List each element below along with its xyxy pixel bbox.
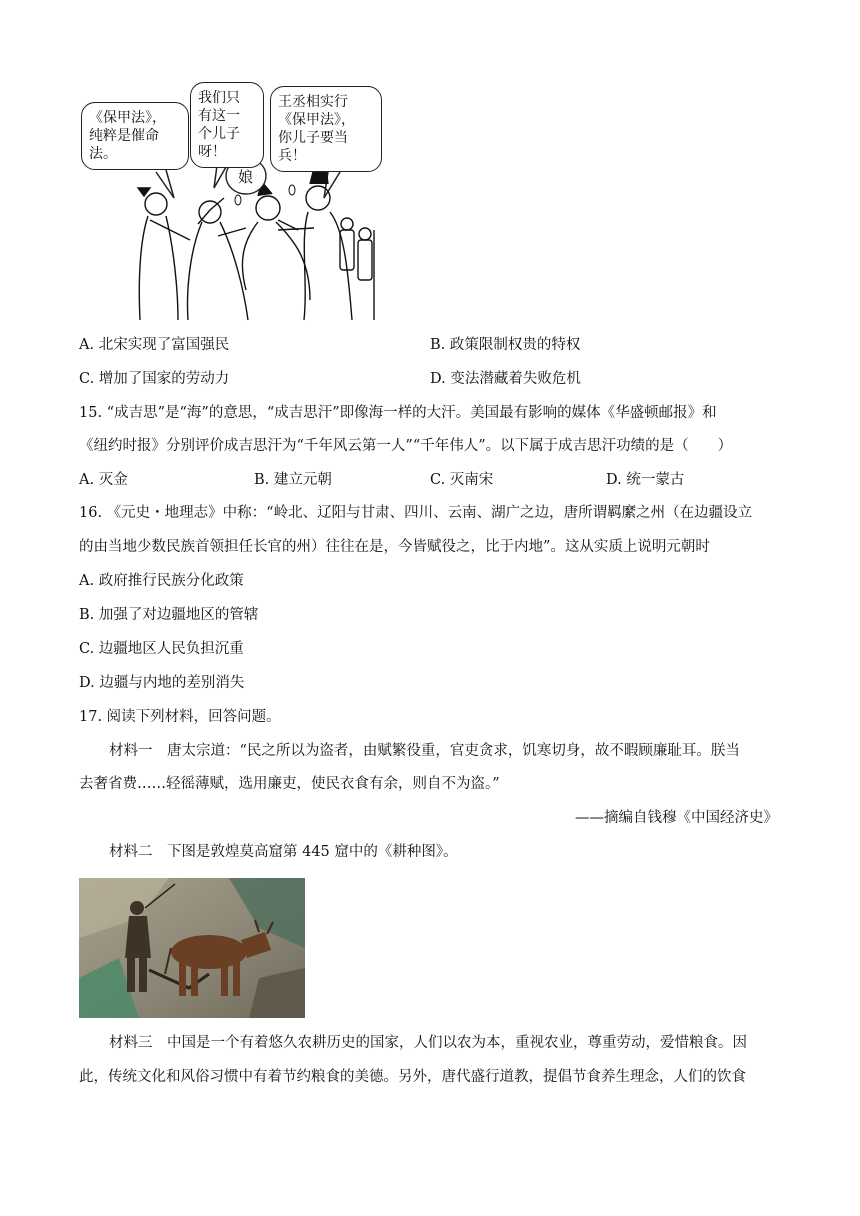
speech-bubble-soldier xyxy=(270,86,382,172)
q15-option-d[interactable]: D. 统一蒙古 xyxy=(606,472,685,488)
q16-option-a[interactable]: A. 政府推行民族分化政策 xyxy=(79,573,244,589)
q15-stem-line1: 15. “成吉思”是“海”的意思，“成吉思汗”即像海一样的大汗。美国最有影响的媒体《华盛顿邮报》和 xyxy=(79,405,717,421)
exclaim-text: 娘 xyxy=(238,168,254,186)
bubble-man-line: 纯粹是催命 xyxy=(89,128,159,144)
bubble-man-line: 法。 xyxy=(89,146,117,162)
q14-option-d[interactable]: D. 变法潜藏着失败危机 xyxy=(430,371,581,387)
q15-option-b[interactable]: B. 建立元朝 xyxy=(254,472,332,488)
q15-stem-line2: 《纽约时报》分别评价成吉思汗为“千年风云第一人”“千年伟人”。以下属于成吉思汗功绩的是（ ） xyxy=(79,438,733,454)
q17-title: 17. 阅读下列材料，回答问题。 xyxy=(79,709,281,725)
q15-option-a[interactable]: A. 灭金 xyxy=(79,472,128,488)
dunhuang-ploughing-painting xyxy=(79,878,305,1018)
q16-option-c[interactable]: C. 边疆地区人民负担沉重 xyxy=(79,641,244,657)
speech-bubble-man xyxy=(81,102,189,170)
q16-stem-line2: 的由当地少数民族首领担任长官的州）往往在是，今皆赋役之，比于内地”。这从实质上说明元朝时 xyxy=(79,539,710,555)
bubble-mother-line: 呀！ xyxy=(198,144,226,160)
bubble-soldier-line: 《保甲法》， xyxy=(278,112,355,128)
q17-material2: 材料二 下图是敦煌莫高窟第 445 窟中的《耕种图》。 xyxy=(109,844,458,860)
q17-material1-line2: 去奢省费……轻徭薄赋，选用廉吏，使民衣食有余，则自不为盗。” xyxy=(79,776,500,792)
painting-image xyxy=(79,878,305,1018)
q17-material1-source: ——摘编自钱穆《中国经济史》 xyxy=(575,810,778,826)
q17-material3-line2: 此，传统文化和风俗习惯中有着节约粮食的美德。另外，唐代盛行道教，提倡节食养生理念，人们的饮食 xyxy=(79,1069,746,1085)
speech-bubble-mother xyxy=(190,82,264,168)
q14-option-b[interactable]: B. 政策限制权贵的特权 xyxy=(430,337,581,353)
q17-material3-line1: 材料三 中国是一个有着悠久农耕历史的国家，人们以农为本，重视农业，尊重劳动，爱惜粮食。因 xyxy=(109,1035,747,1051)
bubble-man-line: 《保甲法》， xyxy=(89,110,166,126)
bubble-mother-line: 我们只 xyxy=(198,90,240,106)
bubble-soldier-line: 你儿子要当 xyxy=(278,130,348,146)
baojia-law-cartoon xyxy=(78,80,378,322)
bubble-mother-line: 有这一 xyxy=(198,108,240,124)
q16-stem-line1: 16. 《元史・地理志》中称：“岭北、辽阳与甘肃、四川、云南、湖广之边，唐所谓羁縻之州（在边疆设立 xyxy=(79,505,753,521)
q14-option-a[interactable]: A. 北宋实现了富国强民 xyxy=(79,337,230,353)
q16-option-b[interactable]: B. 加强了对边疆地区的管辖 xyxy=(79,607,259,623)
q16-option-d[interactable]: D. 边疆与内地的差别消失 xyxy=(79,675,245,691)
bubble-soldier-line: 王丞相实行 xyxy=(278,94,348,110)
bubble-mother-line: 个儿子 xyxy=(198,126,240,142)
bubble-soldier-line: 兵！ xyxy=(278,148,306,164)
q17-material1-line1: 材料一 唐太宗道：“民之所以为盗者，由赋繁役重，官吏贪求，饥寒切身，故不暇顾廉耻耳。朕当 xyxy=(109,743,740,759)
q15-option-c[interactable]: C. 灭南宋 xyxy=(430,472,494,488)
q14-option-c[interactable]: C. 增加了国家的劳动力 xyxy=(79,371,230,387)
